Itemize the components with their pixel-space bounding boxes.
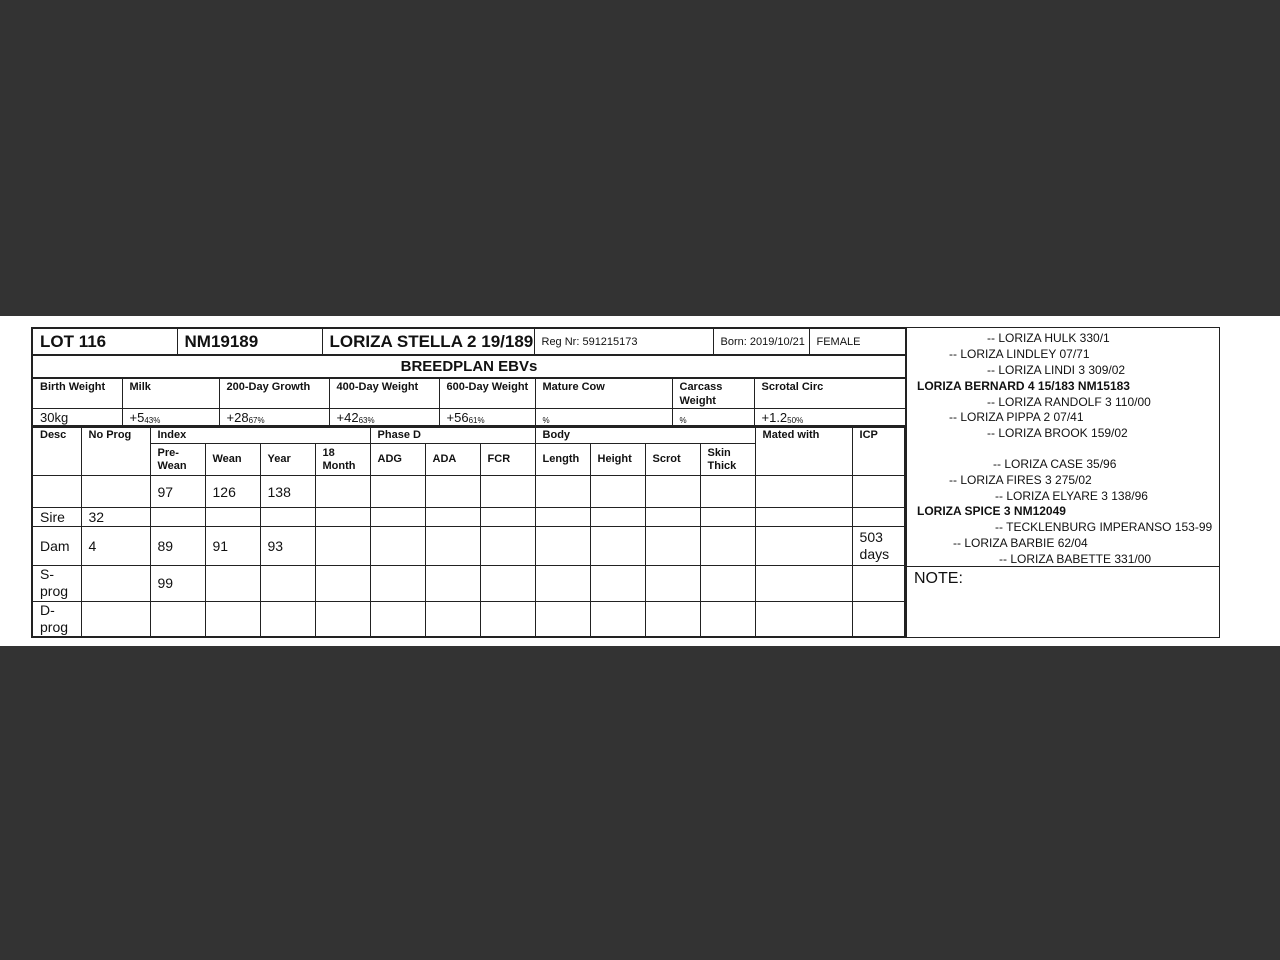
- row-no-prog: [81, 565, 150, 601]
- animal-name: LORIZA STELLA 2 19/189: [322, 328, 534, 355]
- row-year: [260, 508, 315, 527]
- ebv-value-birth-weight: 30kg: [32, 409, 122, 428]
- col-wean: Wean: [205, 444, 260, 476]
- pedigree-sire: LORIZA BERNARD 4 15/183 NM15183: [917, 379, 1130, 393]
- col-adg: ADG: [370, 444, 425, 476]
- pedigree-sire-dam-dam: -- LORIZA BROOK 159/02: [987, 426, 1128, 440]
- ebv-label-200-day: 200-Day Growth: [219, 378, 329, 409]
- pedigree-dam: LORIZA SPICE 3 NM12049: [917, 504, 1066, 518]
- col-index: Index: [150, 426, 370, 444]
- row-desc: Dam: [32, 527, 81, 565]
- col-18-month: 18 Month: [315, 444, 370, 476]
- ebv-title: BREEDPLAN EBVs: [31, 356, 907, 378]
- ebv-value-200-day: $+28_{67\%}$: [219, 409, 329, 428]
- ebv-label-600-day: 600-Day Weight: [439, 378, 535, 409]
- ebv-label-milk: Milk: [122, 378, 219, 409]
- col-skin-thick: Skin Thick: [700, 444, 755, 476]
- col-fcr: FCR: [480, 444, 535, 476]
- ebv-label-mature-cow: Mature Cow: [535, 378, 672, 409]
- col-length: Length: [535, 444, 590, 476]
- row-pre-wean: 97: [150, 476, 205, 508]
- row-year: [260, 565, 315, 601]
- lot-details: [31, 327, 904, 639]
- note-divider: [907, 566, 1220, 567]
- col-pre-wean: Pre-Wean: [150, 444, 205, 476]
- table-row: [32, 565, 905, 601]
- row-wean: [205, 508, 260, 527]
- row-desc: [32, 476, 81, 508]
- ebv-value-600-day: $+56_{61\%}$: [439, 409, 535, 428]
- ebv-label-birth-weight: Birth Weight: [32, 378, 122, 409]
- table-row: [32, 476, 905, 508]
- lot-header: [31, 327, 907, 356]
- row-no-prog: [81, 476, 150, 508]
- row-pre-wean: 99: [150, 565, 205, 601]
- pedigree-panel: [905, 327, 1220, 638]
- birth-date: Born: 2019/10/21: [713, 328, 809, 355]
- ebv-value-400-day: $+42_{63\%}$: [329, 409, 439, 428]
- row-year: 93: [260, 527, 315, 565]
- row-wean: 91: [205, 527, 260, 565]
- pedigree-sire-sire-dam: -- LORIZA LINDI 3 309/02: [987, 363, 1126, 377]
- row-icp: [852, 565, 905, 601]
- row-icp: [852, 476, 905, 508]
- lot-number: LOT 116: [32, 328, 177, 355]
- col-year: Year: [260, 444, 315, 476]
- ebv-value-milk: $+5_{43\%}$: [122, 409, 219, 428]
- row-year: [260, 601, 315, 637]
- table-row: [32, 527, 905, 565]
- pedigree-dam-sire-dam: -- LORIZA ELYARE 3 138/96: [995, 489, 1148, 503]
- ebv-value-mature-cow: %: [535, 409, 672, 428]
- col-body: Body: [535, 426, 755, 444]
- row-wean: 126: [205, 476, 260, 508]
- ebv-label-carcass-weight: Carcass Weight: [672, 378, 754, 409]
- table-row: [32, 508, 905, 527]
- row-no-prog: 4: [81, 527, 150, 565]
- note-label: NOTE:: [914, 570, 963, 587]
- pedigree-sire-dam-sire: -- LORIZA RANDOLF 3 110/00: [987, 395, 1151, 409]
- ebv-label-scrotal-circ: Scrotal Circ: [754, 378, 906, 409]
- ebv-value-carcass-weight: %: [672, 409, 754, 428]
- ebv-table: [31, 377, 907, 428]
- performance-table: [31, 425, 906, 638]
- ebv-value-scrotal-circ: $+1.2_{50\%}$: [754, 409, 906, 428]
- animal-id: NM19189: [177, 328, 322, 355]
- col-no-prog: No Prog: [81, 426, 150, 476]
- row-desc: Sire: [32, 508, 81, 527]
- pedigree-sire-sire: -- LORIZA HULK 330/1: [987, 331, 1110, 345]
- pedigree-sire-granddam: -- LORIZA PIPPA 2 07/41: [949, 410, 1084, 424]
- row-no-prog: 32: [81, 508, 150, 527]
- col-scrot: Scrot: [645, 444, 700, 476]
- col-desc: Desc: [32, 426, 81, 476]
- registration-number: Reg Nr: 591215173: [534, 328, 713, 355]
- row-pre-wean: 89: [150, 527, 205, 565]
- col-icp: ICP: [852, 426, 905, 476]
- row-pre-wean: [150, 601, 205, 637]
- row-year: 138: [260, 476, 315, 508]
- col-height: Height: [590, 444, 645, 476]
- row-icp: 503 days: [852, 527, 905, 565]
- col-mated-with: Mated with: [755, 426, 852, 476]
- row-desc: S-prog: [32, 565, 81, 601]
- sex: FEMALE: [809, 328, 906, 355]
- row-no-prog: [81, 601, 150, 637]
- pedigree-dam-dam-dam: -- LORIZA BABETTE 331/00: [999, 552, 1152, 566]
- row-desc: D-prog: [32, 601, 81, 637]
- row-wean: [205, 601, 260, 637]
- row-pre-wean: [150, 508, 205, 527]
- pedigree-dam-sire-sire: -- LORIZA CASE 35/96: [993, 457, 1117, 471]
- row-icp: [852, 508, 905, 527]
- pedigree-dam-granddam: -- LORIZA BARBIE 62/04: [953, 536, 1088, 550]
- row-icp: [852, 601, 905, 637]
- pedigree-dam-grandsire: -- LORIZA FIRES 3 275/02: [949, 473, 1092, 487]
- table-row: [32, 601, 905, 637]
- col-ada: ADA: [425, 444, 480, 476]
- col-phase-d: Phase D: [370, 426, 535, 444]
- row-wean: [205, 565, 260, 601]
- pedigree-dam-dam-sire: -- TECKLENBURG IMPERANSO 153-99: [995, 520, 1213, 534]
- ebv-label-400-day: 400-Day Weight: [329, 378, 439, 409]
- pedigree-sire-grandsire: -- LORIZA LINDLEY 07/71: [949, 347, 1090, 361]
